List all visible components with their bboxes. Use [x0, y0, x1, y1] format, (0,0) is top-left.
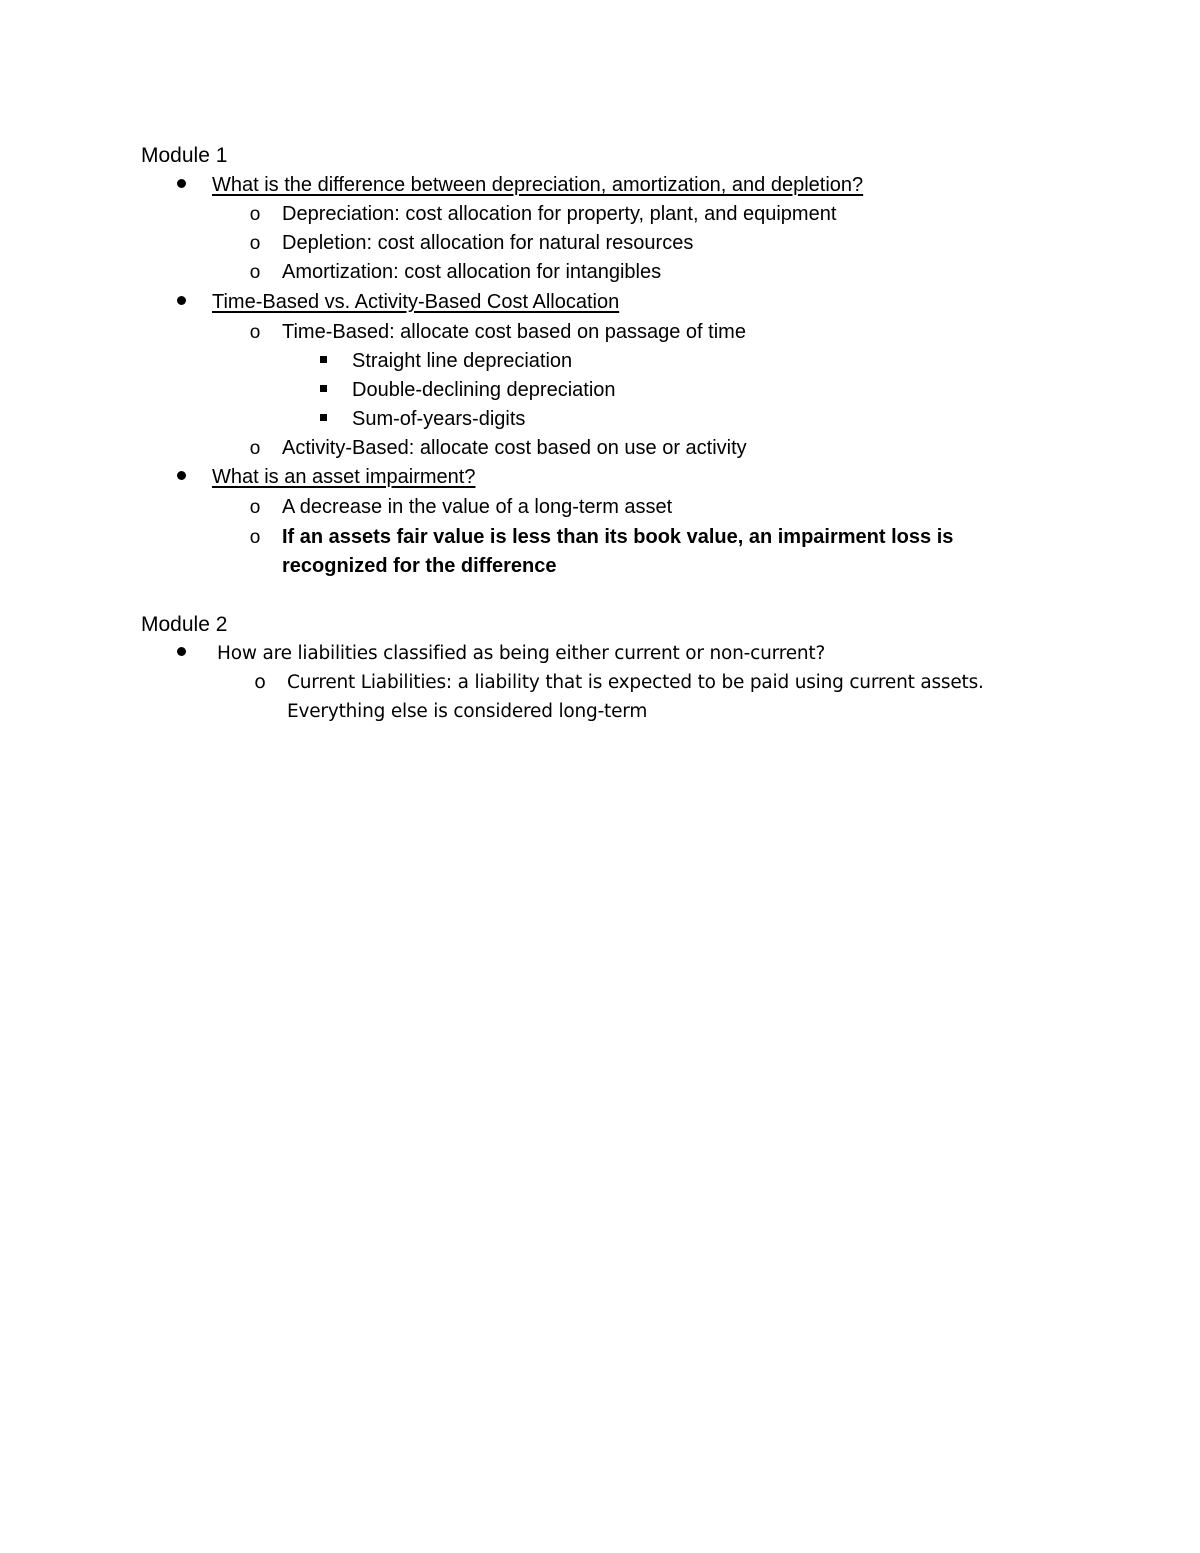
bullet-o-icon: o	[249, 497, 261, 518]
list-item	[240, 493, 672, 523]
module-1-heading: Module 1	[141, 144, 228, 167]
bullet-o-icon: o	[249, 233, 261, 254]
bullet-o-icon: o	[254, 671, 266, 693]
method-straight-line: Straight line depreciation	[352, 350, 573, 372]
bullet-o-icon: o	[249, 438, 261, 459]
bullet-dot-icon	[166, 463, 196, 493]
impairment-definition: A decrease in the value of a long-term asset	[282, 496, 673, 518]
module-1-question-2	[166, 288, 619, 318]
question-difference-depreciation: What is the difference between depreciation, amortization, and depletion?	[212, 174, 864, 196]
time-based-definition: Time-Based: allocate cost based on passage of time	[282, 321, 746, 343]
list-item	[240, 200, 836, 230]
bullet-o-icon: o	[249, 527, 261, 548]
list-item	[240, 229, 693, 259]
list-item	[240, 523, 953, 553]
module-1-question-3	[166, 463, 475, 493]
question-time-vs-activity: Time-Based vs. Activity-Based Cost Allocation	[212, 291, 620, 313]
list-item	[308, 405, 525, 435]
current-liabilities-line-1: Current Liabilities: a liability that is expected to be paid using current assets.	[287, 672, 984, 693]
question-liabilities-classification: How are liabilities classified as being either current or non-current?	[217, 643, 826, 664]
list-item	[240, 434, 747, 464]
bullet-o-icon: o	[249, 322, 261, 343]
depreciation-definition: Depreciation: cost allocation for property, plant, and equipment	[282, 203, 837, 225]
list-item	[308, 347, 572, 377]
module-1-question-1	[166, 171, 863, 201]
list-item	[240, 258, 661, 288]
impairment-rule-line-1: If an assets fair value is less than its book value, an impairment loss is	[282, 526, 954, 548]
bullet-o-icon: o	[249, 262, 261, 283]
module-2-heading: Module 2	[141, 613, 228, 636]
bullet-square-icon	[308, 405, 338, 435]
bullet-dot-icon	[166, 639, 196, 669]
method-sum-of-years: Sum-of-years-digits	[352, 408, 526, 430]
list-item	[245, 668, 984, 698]
list-item	[308, 376, 616, 406]
list-item	[240, 318, 746, 348]
amortization-definition: Amortization: cost allocation for intangibles	[282, 261, 662, 283]
activity-based-definition: Activity-Based: allocate cost based on use or activity	[282, 437, 747, 459]
bullet-square-icon	[308, 347, 338, 377]
question-asset-impairment: What is an asset impairment?	[212, 466, 476, 488]
bullet-o-icon: o	[249, 204, 261, 225]
method-double-declining: Double-declining depreciation	[352, 379, 616, 401]
bullet-square-icon	[308, 376, 338, 406]
bullet-dot-icon	[166, 288, 196, 318]
depletion-definition: Depletion: cost allocation for natural resources	[282, 232, 694, 254]
current-liabilities-line-2: Everything else is considered long-term	[287, 701, 648, 722]
module-2-question-1	[166, 639, 825, 669]
impairment-rule-line-2: recognized for the difference	[282, 555, 557, 577]
bullet-dot-icon	[166, 171, 196, 201]
